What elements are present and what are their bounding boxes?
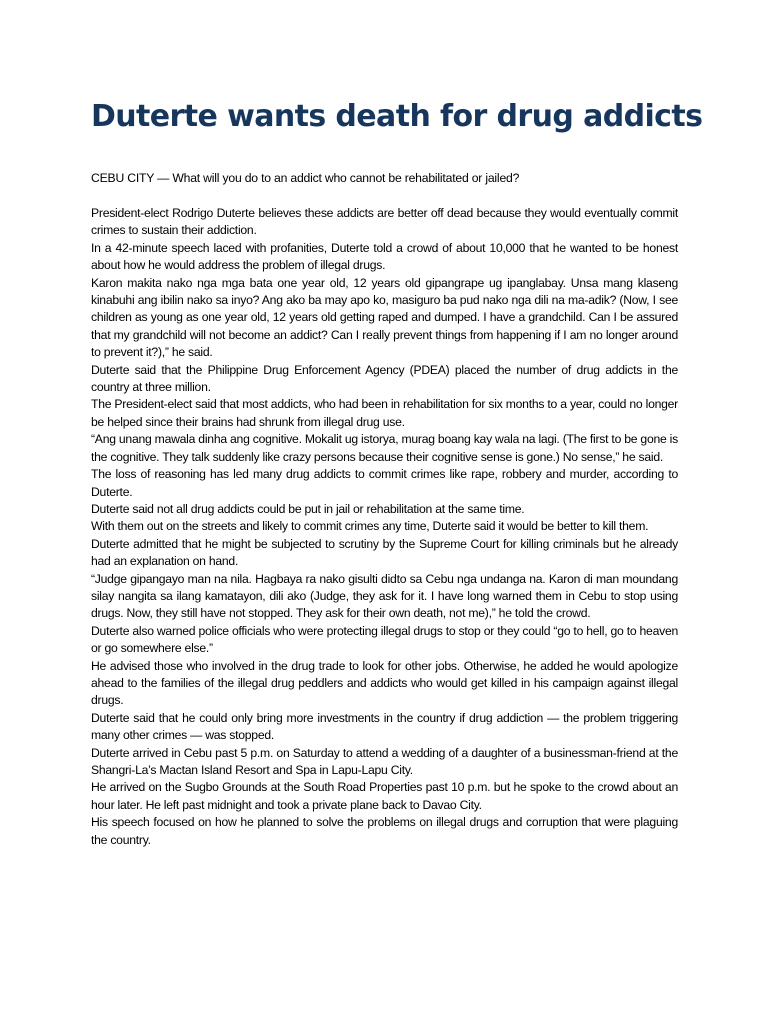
- paragraph-14: Duterte said that he could only bring more investments in the country if drug addiction — the problem triggering many other crimes — was stopped.: [91, 710, 678, 743]
- paragraph-16: He arrived on the Sugbo Grounds at the South Road Properties past 10 p.m. but he spoke to the crowd about an hour later. He left past midnight and took a private plane back to Davao City.: [91, 780, 678, 812]
- paragraph-10: Duterte admitted that he might be subjected to scrutiny by the Supreme Court for killing criminals but he already had an explanation on hand.: [91, 536, 678, 569]
- paragraph-1: President-elect Rodrigo Duterte believes these addicts are better off dead because they would eventually commit crimes to sustain their addiction.: [91, 206, 678, 238]
- paragraph-2: In a 42-minute speech laced with profanities, Duterte told a crowd of about 10,000 that he wanted to be honest about how he would address the problem of illegal drugs.: [91, 240, 678, 273]
- article-body: [91, 205, 678, 849]
- paragraph-8: Duterte said not all drug addicts could be put in jail or rehabilitation at the same time.: [91, 501, 525, 516]
- paragraph-15: Duterte arrived in Cebu past 5 p.m. on Saturday to attend a wedding of a daughter of a businessman-friend at the Shangri-La’s Mactan Island Resort and Spa in Lapu-Lapu City.: [91, 745, 678, 777]
- paragraph-17: His speech focused on how he planned to solve the problems on illegal drugs and corruption that were plaguing the country.: [91, 815, 678, 847]
- paragraph-12: Duterte also warned police officials who were protecting illegal drugs to stop or they could “go to hell, go to heaven or go somewhere else.”: [91, 623, 678, 656]
- paragraph-5: The President-elect said that most addicts, who had been in rehabilitation for six months to a year, could no longer be helped since their brains had shrunk from illegal drug use.: [91, 397, 678, 429]
- paragraph-6: “Ang unang mawala dinha ang cognitive. Mokalit ug istorya, murag boang kay wala na lagi. (The first to be gone is the cognitive. They talk suddenly like crazy persons because their cognitive sense is gone.) No sense,” he said.: [91, 432, 678, 464]
- paragraph-11: “Judge gipangayo man na nila. Hagbaya ra nako gisulti didto sa Cebu nga undanga na. Karon di man moundang silay nangita sa ilang kamatayon, dili ako (Judge, they ask for it. I have long warned them in Cebu to stop using drugs. Now, they still have not stopped. They ask for their own death, not me),” he told the crowd.: [91, 571, 678, 621]
- paragraph-9: With them out on the streets and likely to commit crimes any time, Duterte said it would be better to kill them.: [91, 519, 649, 534]
- paragraph-13: He advised those who involved in the drug trade to look for other jobs. Otherwise, he added he would apologize ahead to the families of the illegal drug peddlers and addicts who would get killed in his campaign against illegal drugs.: [91, 658, 678, 708]
- article-dateline: CEBU CITY — What will you do to an addict who cannot be rehabilitated or jailed?: [91, 171, 520, 185]
- paragraph-4: Duterte said that the Philippine Drug Enforcement Agency (PDEA) placed the number of drug addicts in the country at three million.: [91, 362, 678, 395]
- article-title: Duterte wants death for drug addicts: [91, 99, 703, 134]
- paragraph-7: The loss of reasoning has led many drug addicts to commit crimes like rape, robbery and murder, according to Duterte.: [91, 467, 678, 499]
- paragraph-3: Karon makita nako nga mga bata one year old, 12 years old gipangrape ug ipanglabay. Unsa mang klaseng kinabuhi ang ibilin nako sa inyo? Ang ako ba may apo ko, masiguro ba pud nako nga dili na ma-adik? (Now, I see children as young as one year old, 12 years old getting raped and dumped. I have a grandchild. Can I be assured that my grandchild will not become an addict? Can I really prevent things from happening if I am no longer around to prevent it?),” he said.: [91, 275, 678, 360]
